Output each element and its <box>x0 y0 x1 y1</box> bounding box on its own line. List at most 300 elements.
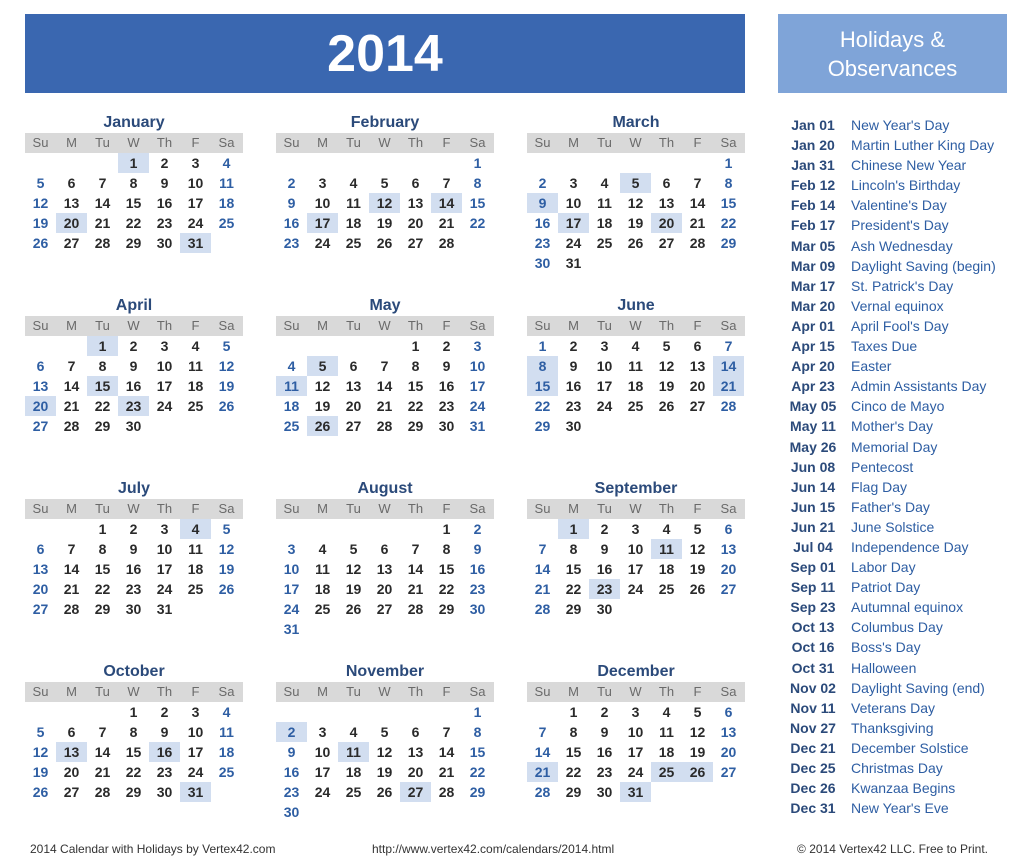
day-cell: 5 <box>662 338 671 354</box>
day-cell: 29 <box>534 418 551 434</box>
day-cell: 1 <box>538 338 547 354</box>
holiday-day-cell: 11 <box>276 376 307 396</box>
holiday-date: Sep 23 <box>790 599 836 616</box>
holiday-item <box>778 155 1018 175</box>
day-cell: 31 <box>156 601 173 617</box>
day-cell: 1 <box>411 338 420 354</box>
day-cell: 8 <box>569 724 578 740</box>
day-cell: 9 <box>160 175 169 191</box>
holiday-day-cell: 14 <box>431 193 462 213</box>
day-cell: 20 <box>63 764 80 780</box>
day-cell: 26 <box>627 235 644 251</box>
holiday-item <box>778 758 1018 778</box>
month-title: September <box>594 480 678 497</box>
week-row <box>25 559 243 579</box>
day-cell: 18 <box>658 744 675 760</box>
week-row <box>25 599 243 619</box>
day-cell: 10 <box>596 358 613 374</box>
week-row <box>276 579 494 599</box>
holiday-item <box>778 577 1018 597</box>
empty-day-cell <box>25 519 56 539</box>
day-cell: 13 <box>658 195 675 211</box>
empty-day-cell <box>682 153 713 173</box>
day-cell: 19 <box>218 378 235 394</box>
empty-day-cell <box>276 519 307 539</box>
day-cell: 23 <box>156 764 173 780</box>
holiday-day-cell: 15 <box>87 376 118 396</box>
day-cell: 24 <box>156 581 173 597</box>
day-cell: 27 <box>376 601 393 617</box>
month-title: July <box>117 480 150 497</box>
day-cell: 31 <box>469 418 486 434</box>
empty-day-cell <box>276 153 307 173</box>
day-cell: 20 <box>407 215 424 231</box>
weekday-label: Sa <box>469 135 486 150</box>
day-cell: 27 <box>720 764 737 780</box>
empty-day-cell <box>211 233 242 253</box>
weekday-label: M <box>66 318 77 333</box>
empty-day-cell <box>211 416 242 436</box>
holiday-item <box>778 778 1018 798</box>
holiday-date: Dec 25 <box>790 760 836 776</box>
holiday-item <box>778 356 1018 376</box>
holiday-item <box>778 637 1018 657</box>
day-cell: 20 <box>720 744 737 760</box>
week-row <box>527 579 745 599</box>
holiday-day-cell: 27 <box>400 782 431 802</box>
weekday-header-row <box>276 499 494 519</box>
weekday-label: W <box>378 318 391 333</box>
holiday-name: Ash Wednesday <box>851 237 953 254</box>
empty-day-cell <box>400 153 431 173</box>
holiday-day-cell: 25 <box>651 762 682 782</box>
empty-day-cell <box>25 702 56 722</box>
holiday-name: Veterans Day <box>851 699 936 716</box>
weekday-label: W <box>629 135 642 150</box>
day-cell: 30 <box>156 235 173 251</box>
day-cell: 22 <box>125 764 142 780</box>
holiday-day-cell: 21 <box>713 376 744 396</box>
day-cell: 3 <box>318 724 327 740</box>
empty-day-cell <box>56 336 87 356</box>
week-row <box>276 702 494 722</box>
day-cell: 19 <box>32 764 49 780</box>
week-row <box>276 519 494 539</box>
week-row <box>25 396 243 416</box>
week-row <box>276 356 494 376</box>
weekday-label: Th <box>156 318 173 333</box>
week-row <box>276 396 494 416</box>
footer-url[interactable]: http://www.vertex42.com/calendars/2014.html <box>372 842 615 856</box>
day-cell: 6 <box>36 541 45 557</box>
holiday-day-cell: 1 <box>87 336 118 356</box>
empty-day-cell <box>211 599 242 619</box>
month-june <box>527 297 745 436</box>
holiday-date: Nov 02 <box>790 679 836 696</box>
weekday-label: Th <box>407 501 424 516</box>
holiday-date: Oct 31 <box>791 659 835 676</box>
day-cell: 20 <box>376 581 393 597</box>
day-cell: 18 <box>345 764 362 780</box>
weekday-label: Tu <box>95 135 110 150</box>
empty-day-cell <box>431 619 462 639</box>
day-cell: 17 <box>156 561 173 577</box>
week-row <box>25 742 243 762</box>
day-cell: 16 <box>125 378 142 394</box>
weekday-label: W <box>127 684 140 699</box>
empty-day-cell <box>589 153 620 173</box>
day-cell: 2 <box>287 175 296 191</box>
holiday-name: Vernal equinox <box>851 297 944 314</box>
week-row <box>276 559 494 579</box>
holiday-name: Flag Day <box>851 478 908 495</box>
empty-day-cell <box>180 416 211 436</box>
day-cell: 1 <box>473 704 482 720</box>
week-row <box>527 519 745 539</box>
year-banner <box>25 14 745 93</box>
weekday-label: F <box>442 135 451 150</box>
holiday-day-cell: 14 <box>713 356 744 376</box>
day-cell: 27 <box>720 581 737 597</box>
week-row <box>276 539 494 559</box>
day-cell: 3 <box>600 338 609 354</box>
holiday-name: Labor Day <box>851 559 916 576</box>
weekday-label: Th <box>658 684 675 699</box>
holiday-day-cell: 11 <box>338 742 369 762</box>
day-cell: 15 <box>94 561 111 577</box>
day-cell: 5 <box>693 521 702 537</box>
day-cell: 26 <box>689 581 706 597</box>
day-cell: 26 <box>376 784 393 800</box>
day-cell: 9 <box>160 724 169 740</box>
holiday-item <box>778 698 1018 718</box>
month-july <box>25 480 243 619</box>
footer-left: 2014 Calendar with Holidays by Vertex42.com <box>30 842 276 856</box>
day-cell: 24 <box>627 581 644 597</box>
day-cell: 13 <box>720 541 737 557</box>
weekday-header-row <box>527 133 745 153</box>
holiday-day-cell: 31 <box>620 782 651 802</box>
holiday-item <box>778 798 1018 818</box>
holiday-day-cell: 5 <box>307 356 338 376</box>
holiday-name: Chinese New Year <box>851 157 967 174</box>
week-row <box>527 559 745 579</box>
day-cell: 28 <box>689 235 706 251</box>
holiday-day-cell: 13 <box>56 742 87 762</box>
month-title: May <box>369 297 401 314</box>
day-cell: 14 <box>689 195 706 211</box>
weekday-label: Tu <box>95 501 110 516</box>
holiday-item <box>778 617 1018 637</box>
day-cell: 21 <box>438 764 455 780</box>
holiday-name: Thanksgiving <box>851 719 934 736</box>
empty-day-cell <box>713 782 744 802</box>
empty-day-cell <box>211 782 242 802</box>
weekday-label: W <box>629 318 642 333</box>
holiday-date: May 26 <box>789 438 837 455</box>
day-cell: 14 <box>94 195 111 211</box>
holiday-item <box>778 215 1018 235</box>
day-cell: 6 <box>411 724 420 740</box>
holiday-name: Daylight Saving (begin) <box>851 257 996 274</box>
day-cell: 28 <box>720 398 737 414</box>
month-november <box>276 663 494 822</box>
weekday-label: Th <box>407 318 424 333</box>
weekday-label: Sa <box>720 684 737 699</box>
holiday-day-cell: 31 <box>180 782 211 802</box>
day-cell: 4 <box>662 521 671 537</box>
weekday-label: Th <box>658 318 675 333</box>
day-cell: 8 <box>98 541 107 557</box>
holiday-item <box>778 296 1018 316</box>
day-cell: 20 <box>720 561 737 577</box>
holidays-title-line1: Holidays & <box>839 26 946 52</box>
day-cell: 26 <box>32 784 49 800</box>
day-cell: 9 <box>129 541 138 557</box>
day-cell: 5 <box>222 521 231 537</box>
weekday-label: Th <box>156 684 173 699</box>
week-row <box>25 519 243 539</box>
month-february <box>276 114 494 253</box>
weekday-label: F <box>442 501 451 516</box>
day-cell: 8 <box>724 175 733 191</box>
day-cell: 2 <box>569 338 578 354</box>
day-cell: 7 <box>411 541 420 557</box>
day-cell: 24 <box>596 398 613 414</box>
holiday-day-cell: 11 <box>651 539 682 559</box>
week-row <box>276 742 494 762</box>
day-cell: 13 <box>63 195 80 211</box>
week-row <box>276 173 494 193</box>
holiday-date: Jan 01 <box>791 117 835 133</box>
day-cell: 6 <box>662 175 671 191</box>
week-row <box>527 742 745 762</box>
day-cell: 25 <box>314 601 331 617</box>
day-cell: 16 <box>596 561 613 577</box>
week-row <box>527 173 745 193</box>
day-cell: 17 <box>596 378 613 394</box>
holiday-day-cell: 1 <box>118 153 149 173</box>
day-cell: 8 <box>129 724 138 740</box>
day-cell: 14 <box>376 378 393 394</box>
day-cell: 4 <box>191 338 200 354</box>
day-cell: 5 <box>349 541 358 557</box>
day-cell: 19 <box>376 764 393 780</box>
holiday-day-cell: 8 <box>527 356 558 376</box>
day-cell: 17 <box>314 764 331 780</box>
empty-day-cell <box>400 619 431 639</box>
day-cell: 1 <box>129 704 138 720</box>
holiday-name: December Solstice <box>851 739 969 756</box>
day-cell: 11 <box>219 175 234 191</box>
day-cell: 11 <box>219 724 234 740</box>
weekday-label: W <box>127 135 140 150</box>
day-cell: 10 <box>627 724 644 740</box>
holiday-date: Sep 11 <box>790 579 836 596</box>
holiday-day-cell: 17 <box>307 213 338 233</box>
day-cell: 28 <box>63 418 80 434</box>
week-row <box>527 396 745 416</box>
day-cell: 23 <box>565 398 582 414</box>
holiday-date: Sep 01 <box>790 559 836 576</box>
day-cell: 29 <box>438 601 455 617</box>
empty-day-cell <box>276 702 307 722</box>
holiday-day-cell: 1 <box>558 519 589 539</box>
day-cell: 26 <box>376 235 393 251</box>
day-cell: 7 <box>538 724 547 740</box>
empty-day-cell <box>338 619 369 639</box>
day-cell: 15 <box>565 561 582 577</box>
day-cell: 22 <box>720 215 737 231</box>
day-cell: 4 <box>631 338 640 354</box>
empty-day-cell <box>558 153 589 173</box>
holiday-day-cell: 15 <box>527 376 558 396</box>
holiday-name: President's Day <box>851 217 949 234</box>
day-cell: 23 <box>469 581 486 597</box>
weekday-label: Su <box>534 684 551 699</box>
day-cell: 19 <box>314 398 331 414</box>
week-row <box>527 782 745 802</box>
day-cell: 16 <box>534 215 551 231</box>
day-cell: 25 <box>283 418 300 434</box>
week-row <box>527 416 745 436</box>
holiday-day-cell: 12 <box>369 193 400 213</box>
day-cell: 17 <box>187 744 204 760</box>
day-cell: 24 <box>187 764 204 780</box>
day-cell: 21 <box>94 215 111 231</box>
day-cell: 24 <box>469 398 486 414</box>
day-cell: 23 <box>283 235 300 251</box>
empty-day-cell <box>307 336 338 356</box>
holiday-day-cell: 21 <box>527 762 558 782</box>
day-cell: 12 <box>627 195 644 211</box>
day-cell: 3 <box>631 521 640 537</box>
week-row <box>527 153 745 173</box>
day-cell: 29 <box>469 784 486 800</box>
week-row <box>276 153 494 173</box>
day-cell: 18 <box>627 378 644 394</box>
weekday-label: Th <box>407 684 424 699</box>
day-cell: 3 <box>318 175 327 191</box>
day-cell: 29 <box>565 784 582 800</box>
week-row <box>25 416 243 436</box>
holiday-name: Columbus Day <box>851 619 943 636</box>
day-cell: 17 <box>187 195 204 211</box>
day-cell: 4 <box>222 704 231 720</box>
day-cell: 13 <box>720 724 737 740</box>
day-cell: 18 <box>283 398 300 414</box>
day-cell: 26 <box>658 398 675 414</box>
day-cell: 23 <box>283 784 300 800</box>
day-cell: 18 <box>345 215 362 231</box>
day-cell: 7 <box>442 724 451 740</box>
day-cell: 3 <box>569 175 578 191</box>
day-cell: 6 <box>724 704 733 720</box>
holiday-item <box>778 597 1018 617</box>
empty-day-cell <box>400 519 431 539</box>
empty-day-cell <box>369 619 400 639</box>
day-cell: 16 <box>565 378 582 394</box>
day-cell: 25 <box>596 235 613 251</box>
day-cell: 23 <box>596 764 613 780</box>
holiday-day-cell: 9 <box>527 193 558 213</box>
weekday-label: Tu <box>597 501 612 516</box>
day-cell: 12 <box>218 541 235 557</box>
empty-day-cell <box>369 336 400 356</box>
day-cell: 22 <box>469 215 486 231</box>
day-cell: 25 <box>218 764 235 780</box>
empty-day-cell <box>713 599 744 619</box>
holiday-day-cell: 31 <box>180 233 211 253</box>
week-row <box>527 356 745 376</box>
holiday-item <box>778 276 1018 296</box>
day-cell: 2 <box>160 704 169 720</box>
empty-day-cell <box>400 702 431 722</box>
weekday-label: W <box>378 501 391 516</box>
day-cell: 31 <box>283 621 300 637</box>
day-cell: 22 <box>469 764 486 780</box>
holiday-day-cell: 2 <box>276 722 307 742</box>
day-cell: 15 <box>438 561 455 577</box>
week-row <box>25 173 243 193</box>
weekday-label: W <box>127 318 140 333</box>
empty-day-cell <box>56 153 87 173</box>
day-cell: 19 <box>658 378 675 394</box>
day-cell: 25 <box>345 784 362 800</box>
weekday-label: Tu <box>346 318 361 333</box>
week-row <box>527 193 745 213</box>
weekday-label: F <box>693 135 702 150</box>
day-cell: 17 <box>156 378 173 394</box>
day-cell: 8 <box>473 724 482 740</box>
weekday-label: M <box>568 501 579 516</box>
day-cell: 1 <box>442 521 451 537</box>
week-row <box>25 702 243 722</box>
empty-day-cell <box>25 153 56 173</box>
day-cell: 23 <box>534 235 551 251</box>
weekday-label: M <box>568 318 579 333</box>
day-cell: 26 <box>218 398 235 414</box>
holiday-item <box>778 738 1018 758</box>
week-row <box>25 336 243 356</box>
day-cell: 7 <box>380 358 389 374</box>
empty-day-cell <box>400 802 431 822</box>
weekday-label: F <box>191 135 200 150</box>
empty-day-cell <box>338 802 369 822</box>
holiday-item <box>778 256 1018 276</box>
week-row <box>25 356 243 376</box>
empty-day-cell <box>56 702 87 722</box>
week-row <box>527 702 745 722</box>
day-cell: 16 <box>438 378 455 394</box>
week-row <box>276 722 494 742</box>
day-cell: 30 <box>534 255 551 271</box>
day-cell: 1 <box>569 704 578 720</box>
day-cell: 19 <box>627 215 644 231</box>
day-cell: 21 <box>63 398 80 414</box>
weekday-label: M <box>317 318 328 333</box>
holiday-day-cell: 16 <box>149 742 180 762</box>
empty-day-cell <box>307 802 338 822</box>
week-row <box>527 213 745 233</box>
weekday-label: M <box>317 135 328 150</box>
empty-day-cell <box>589 416 620 436</box>
day-cell: 24 <box>627 764 644 780</box>
day-cell: 6 <box>693 338 702 354</box>
day-cell: 30 <box>565 418 582 434</box>
holiday-name: Kwanzaa Begins <box>851 780 956 797</box>
day-cell: 17 <box>627 744 644 760</box>
